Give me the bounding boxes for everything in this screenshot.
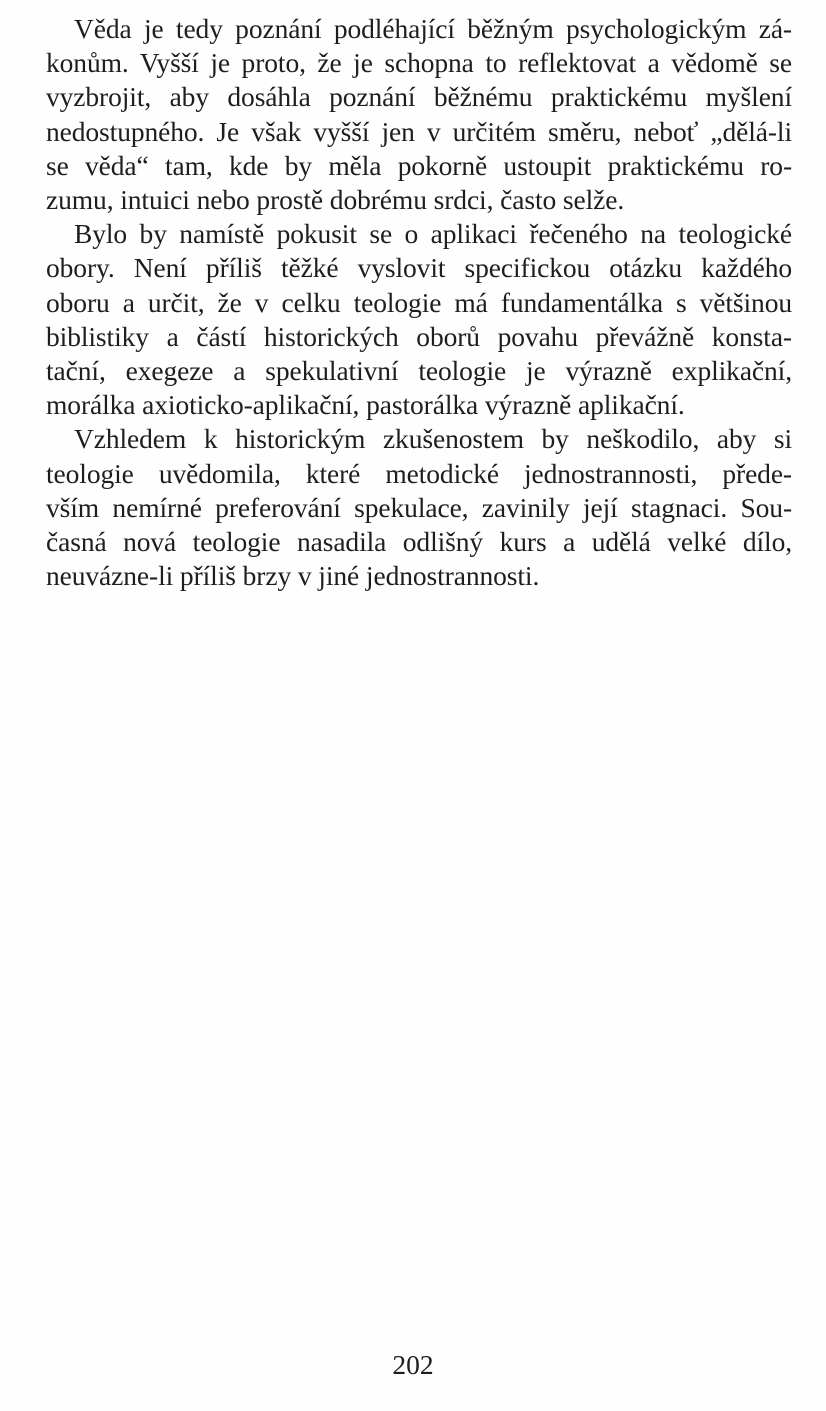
paragraph-1-line-2: konům. Vyšší je proto, že je schopna to reflektovat a vědomě se [46, 47, 792, 79]
paragraph-1-line-3: vyzbrojit, aby dosáhla poznání běžnému praktickému myšlení [46, 81, 792, 113]
paragraph-2-line-4: biblistiky a částí historických oborů povahu převážně konsta- [46, 320, 792, 352]
paragraph-3-line-4: časná nová teologie nasadila odlišný kurs a udělá velké dílo, [46, 526, 792, 558]
paragraph-1-line-5: se věda“ tam, kde by měla pokorně ustoupit praktickému ro- [46, 149, 792, 181]
paragraph-1-line-6: zumu, intuici nebo prostě dobrému srdci, často selže. [46, 184, 625, 216]
paragraph-2-line-5: tační, exegeze a spekulativní teologie je výrazně explikační, [46, 355, 792, 387]
paragraph-2-line-1: Bylo by namístě pokusit se o aplikaci řečeného na teologické [74, 218, 792, 250]
paragraph-3-line-3: vším nemírné preferování spekulace, zavinily její stagnaci. Sou- [46, 491, 792, 523]
paragraph-1-line-4: nedostupného. Je však vyšší jen v určitém směru, neboť „dělá-li [46, 115, 792, 147]
paragraph-1-line-1: Věda je tedy poznání podléhající běžným psychologickým zá- [74, 13, 792, 44]
paragraph-3-line-5: neuvázne-li příliš brzy v jiné jednostrannosti. [46, 560, 540, 592]
paragraph-3-line-2: teologie uvědomila, které metodické jednostrannosti, přede- [46, 457, 792, 489]
body-text [46, 12, 792, 593]
paragraph-3-line-1: Vzhledem k historickým zkušenostem by neškodilo, aby si [74, 423, 792, 455]
paragraph-2-line-2: obory. Není příliš těžké vyslovit specifickou otázku každého [46, 252, 792, 284]
paragraph-2-line-3: oboru a určit, že v celku teologie má fundamentálka s většinou [46, 286, 792, 318]
page-number: 202 [392, 1349, 434, 1380]
paragraph-2-line-6: morálka axioticko-aplikační, pastorálka výrazně aplikační. [46, 389, 685, 421]
